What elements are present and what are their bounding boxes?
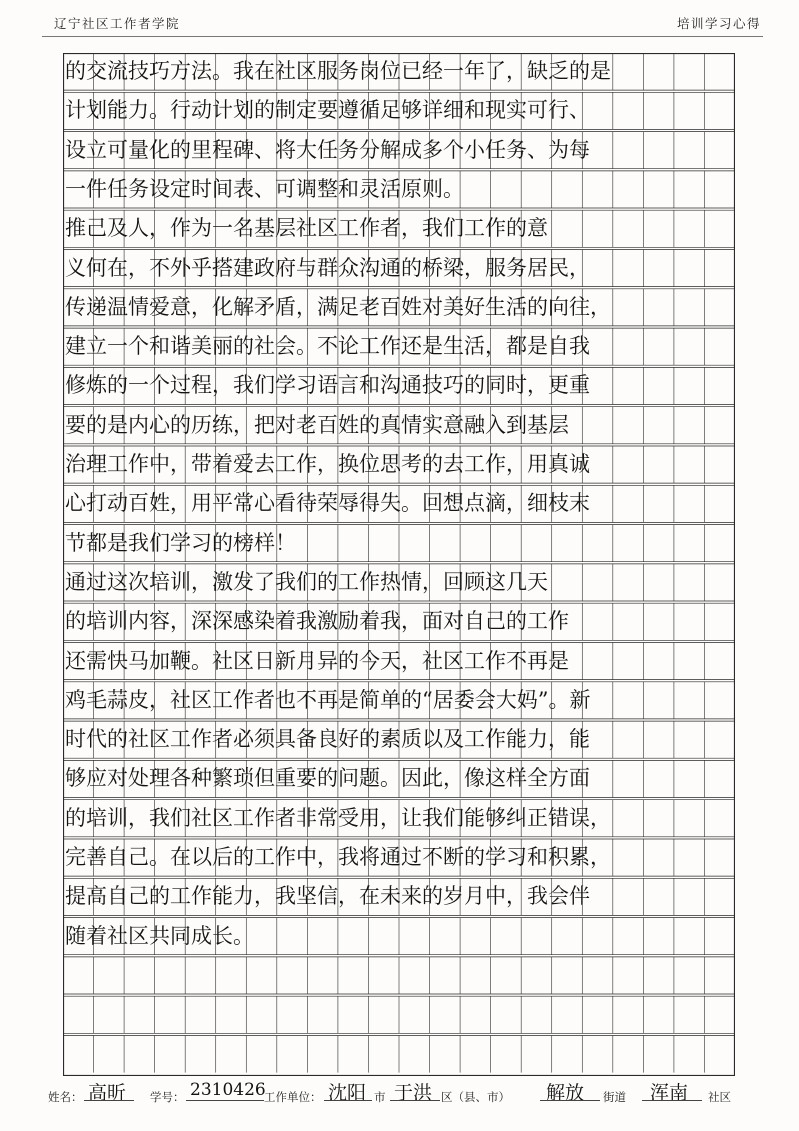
community-value: 浑南 bbox=[650, 1082, 689, 1104]
name-underline bbox=[84, 1100, 134, 1101]
essay-line: 完善自己。在以后的工作中，我将通过不断的学习和积累， bbox=[65, 845, 611, 869]
essay-line: 建立一个和谐美丽的社会。不论工作还是生活，都是自我 bbox=[65, 334, 590, 359]
essay-line: 够应对处理各种繁琐但重要的问题。因此，像这样全方面 bbox=[65, 766, 590, 791]
essay-line: 的培训，我们社区工作者非常受用，让我们能够纠正错误， bbox=[65, 805, 611, 830]
essay-line: 设立可量化的里程碑、将大任务分解成多个小任务、为每 bbox=[65, 137, 590, 162]
community-label: 社区 bbox=[708, 1090, 731, 1104]
essay-text bbox=[63, 53, 735, 1076]
city-value: 沈阳 bbox=[328, 1082, 367, 1104]
header-left-title: 辽宁社区工作者学院 bbox=[54, 16, 181, 31]
district-underline bbox=[390, 1100, 440, 1101]
essay-line: 义何在，不外乎搭建政府与群众沟通的桥梁，服务居民， bbox=[65, 255, 590, 280]
name-value: 高昕 bbox=[88, 1082, 127, 1104]
essay-line: 推己及人，作为一名基层社区工作者，我们工作的意 bbox=[65, 216, 548, 241]
essay-line: 传递温情爱意，化解矛盾，满足老百姓对美好生活的向往， bbox=[65, 294, 611, 319]
essay-line: 的交流技巧方法。我在社区服务岗位已经一年了，缺乏的是 bbox=[65, 59, 611, 83]
essay-line: 鸡毛蒜皮，社区工作者也不再是简单的“居委会大妈”。新 bbox=[65, 687, 591, 712]
essay-line: 的培训内容，深深感染着我激励着我，面对自己的工作 bbox=[65, 609, 569, 634]
essay-line: 要的是内心的历练，把对老百姓的真情实意融入到基层 bbox=[65, 412, 569, 437]
city-underline bbox=[324, 1100, 372, 1101]
name-label: 姓名： bbox=[48, 1090, 83, 1104]
student-id-underline bbox=[186, 1100, 264, 1101]
essay-line: 节都是我们学习的榜样！ bbox=[65, 530, 296, 555]
essay-line: 随着社区共同成长。 bbox=[65, 923, 254, 948]
header-divider bbox=[42, 36, 763, 37]
student-id-value: 2310426 bbox=[190, 1080, 266, 1100]
handwriting-grid bbox=[63, 53, 735, 1076]
essay-line: 还需快马加鞭。社区日新月异的今天，社区工作不再是 bbox=[65, 648, 569, 673]
work-unit-label: 工作单位： bbox=[264, 1090, 322, 1104]
page-header bbox=[0, 0, 799, 44]
essay-line: 计划能力。行动计划的制定要遵循足够详细和现实可行、 bbox=[65, 98, 590, 123]
city-label: 市 bbox=[374, 1090, 386, 1104]
header-right-title: 培训学习心得 bbox=[676, 16, 761, 31]
student-id-label: 学号： bbox=[150, 1090, 185, 1104]
street-label: 街道 bbox=[603, 1090, 626, 1104]
community-underline bbox=[642, 1100, 702, 1101]
district-value: 于洪 bbox=[394, 1082, 433, 1104]
street-underline bbox=[540, 1100, 600, 1101]
page-footer bbox=[0, 1076, 799, 1116]
essay-line: 提高自己的工作能力，我坚信，在未来的岁月中，我会伴 bbox=[65, 884, 590, 909]
essay-line: 通过这次培训，激发了我们的工作热情，回顾这几天 bbox=[65, 569, 548, 594]
essay-line: 时代的社区工作者必须具备良好的素质以及工作能力，能 bbox=[65, 727, 590, 752]
district-label: 区（县、市） bbox=[441, 1090, 510, 1104]
essay-line: 一件任务设定时间表、可调整和灵活原则。 bbox=[65, 176, 464, 201]
essay-line: 心打动百姓，用平常心看待荣辱得失。回想点滴，细枝末 bbox=[65, 491, 590, 516]
street-value: 解放 bbox=[546, 1082, 585, 1104]
essay-line: 治理工作中，带着爱去工作，换位思考的去工作，用真诚 bbox=[65, 452, 590, 476]
essay-line: 修炼的一个过程，我们学习语言和沟通技巧的同时，更重 bbox=[65, 373, 590, 398]
